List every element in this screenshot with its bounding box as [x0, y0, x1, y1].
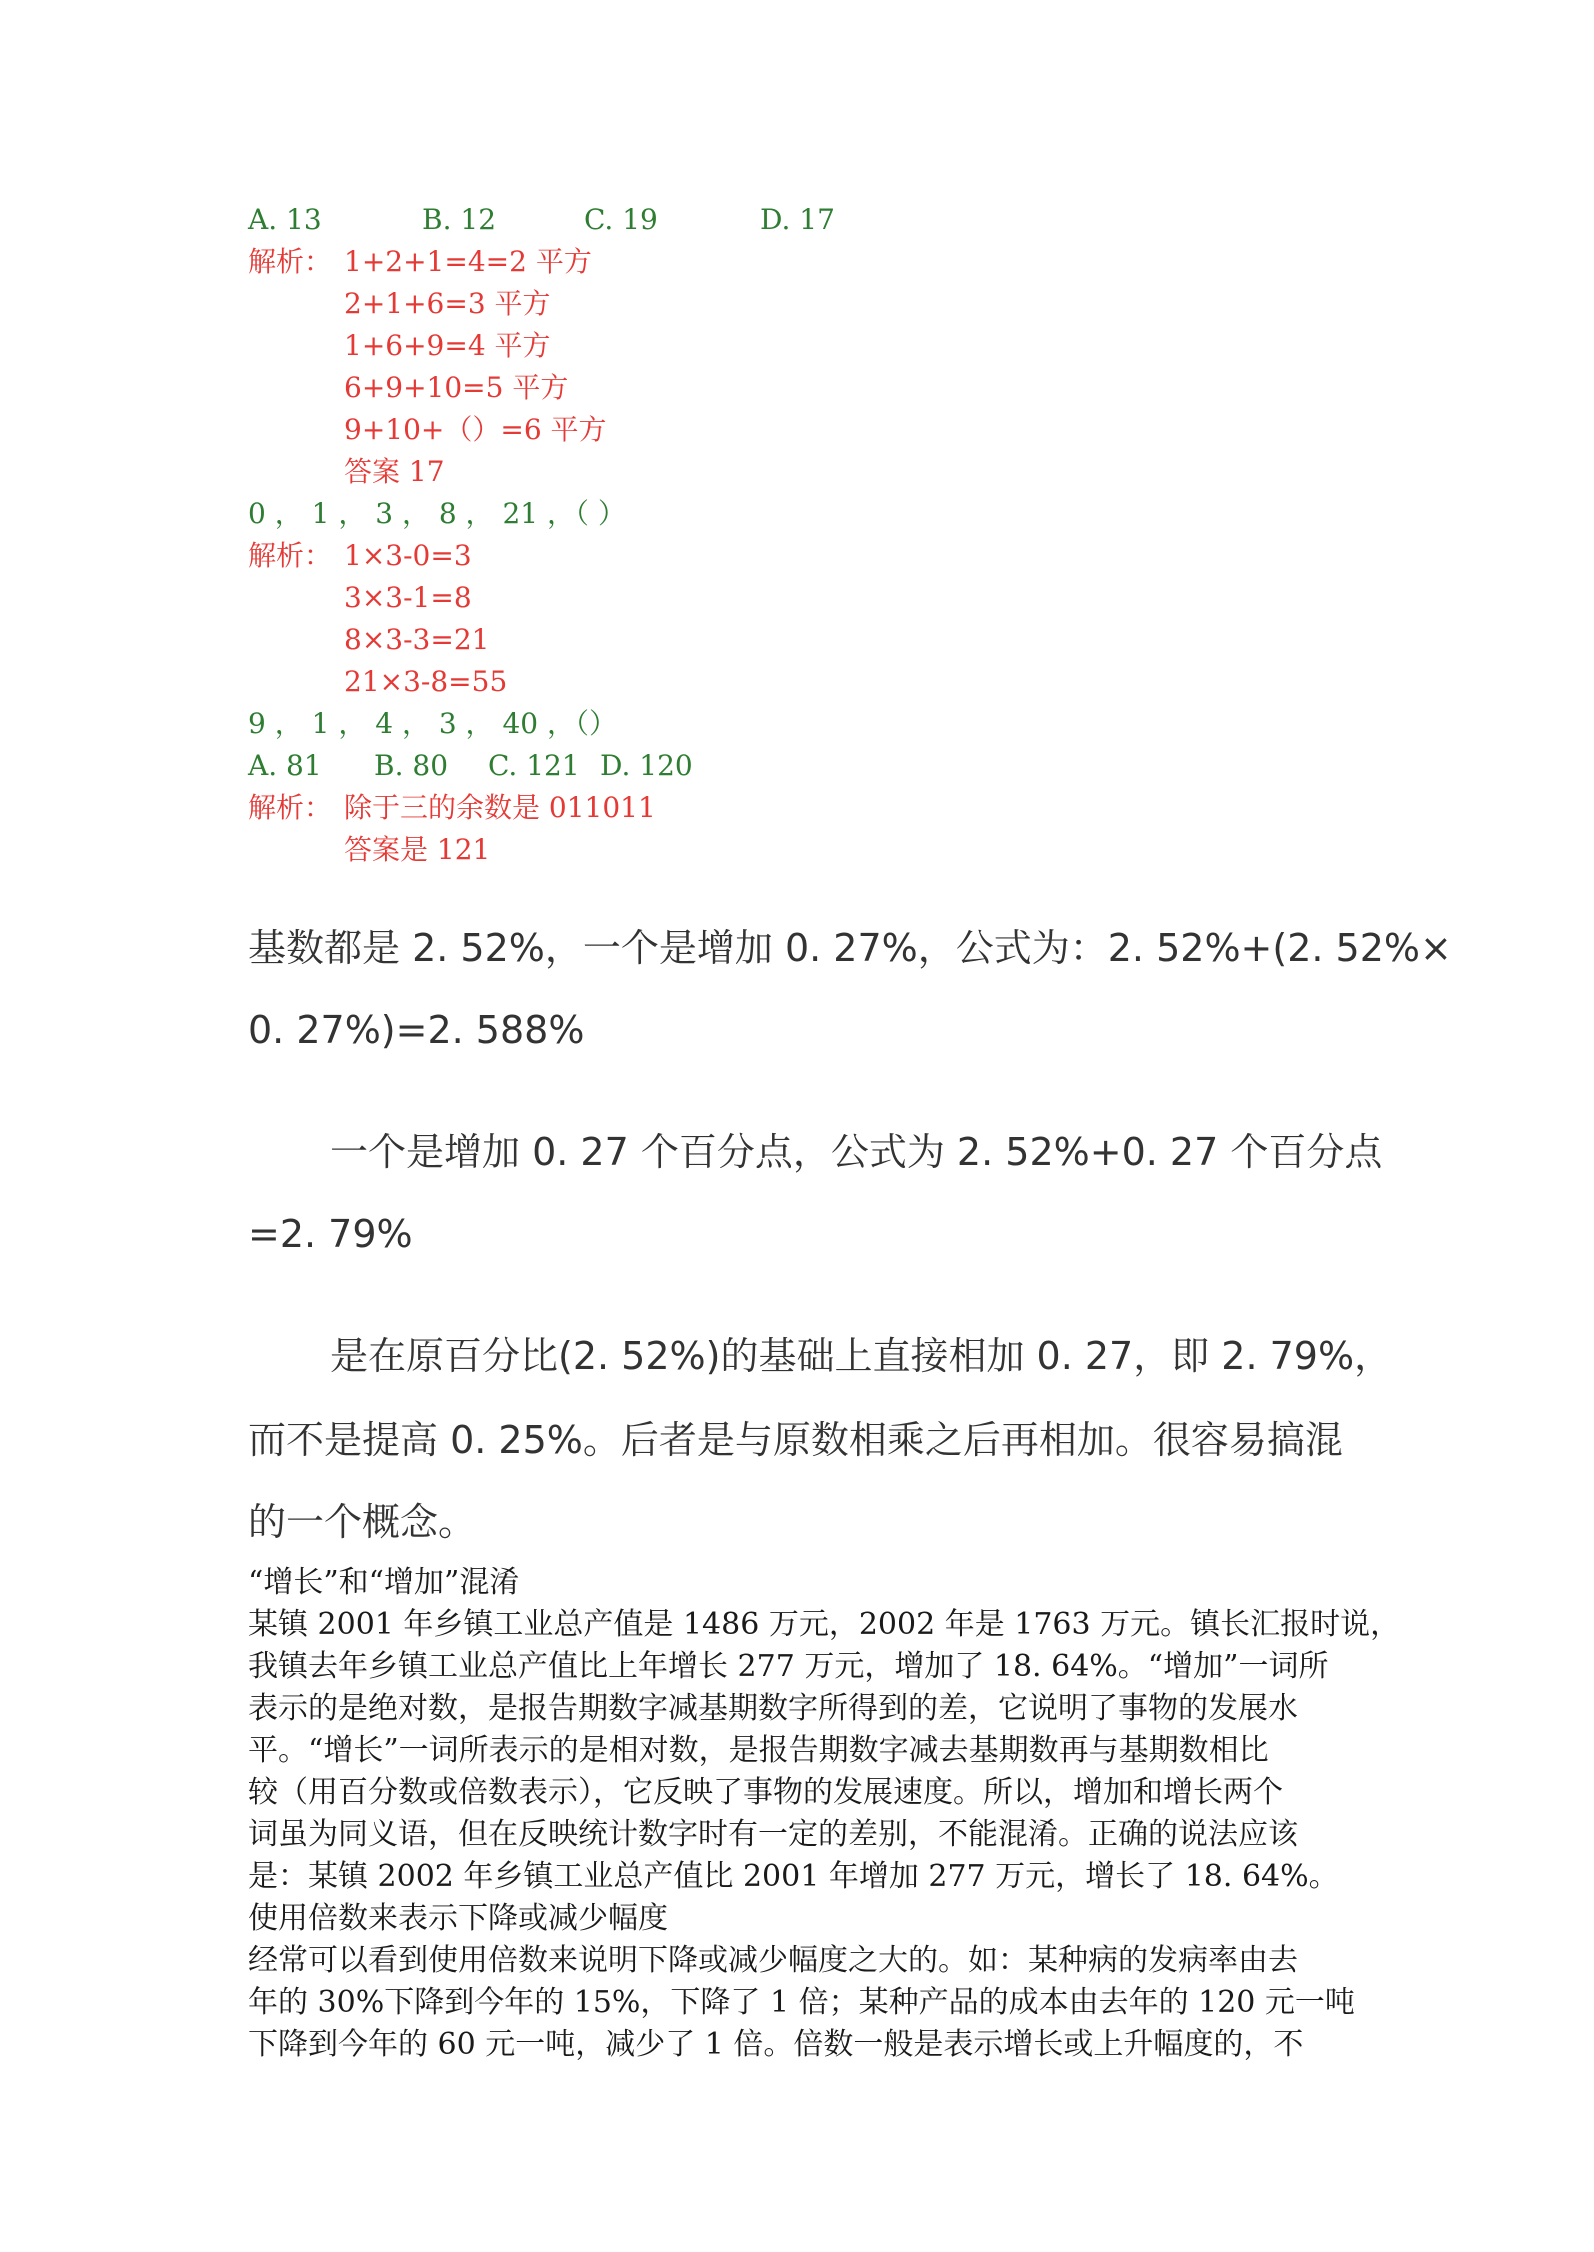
q1-option-d: D. 17: [760, 203, 835, 236]
q1-option-c: C. 19: [584, 203, 658, 236]
q3-sequence: 9 ， 1 ， 4 ， 3 ， 40 ，（）: [248, 707, 617, 740]
q3-option-a: A. 81: [248, 749, 322, 782]
q3-option-c: C. 121: [488, 749, 580, 782]
section-body-line: 平。“增长”一词所表示的是相对数，是报告期数字减去基期数再与基期数相比: [248, 1733, 1269, 1768]
section-body-line: 年的 30%下降到今年的 15%，下降了 1 倍；某种产品的成本由去年的 120 元一吨: [248, 1985, 1355, 2020]
large-paragraph-line: 基数都是 2. 52%，一个是增加 0. 27%，公式为：2. 52%+(2. 52%×: [248, 926, 1452, 970]
q1-option-b: B. 12: [422, 203, 497, 236]
q1-option-a: A. 13: [248, 203, 322, 236]
q3-analysis-line: 除于三的余数是 011011: [344, 791, 656, 824]
section-body-line: 某镇 2001 年乡镇工业总产值是 1486 万元，2002 年是 1763 万元。镇长汇报时说，: [248, 1607, 1401, 1642]
large-paragraph-line: 而不是提高 0. 25%。后者是与原数相乘之后再相加。很容易搞混: [248, 1418, 1343, 1462]
large-paragraph-line: 是在原百分比(2. 52%)的基础上直接相加 0. 27，即 2. 79%，: [330, 1334, 1393, 1378]
q2-analysis-line: 8×3-3=21: [344, 623, 490, 656]
large-paragraph-line: =2. 79%: [248, 1212, 413, 1256]
q1-answer: 答案 17: [344, 455, 445, 488]
large-paragraph-line: 的一个概念。: [248, 1500, 477, 1544]
q2-sequence: 0 ， 1 ， 3 ， 8 ， 21 ，（ ）: [248, 497, 626, 530]
section-body-line: 经常可以看到使用倍数来说明下降或减少幅度之大的。如：某种病的发病率由去: [248, 1943, 1298, 1978]
q1-analysis-line: 2+1+6=3 平方: [344, 287, 551, 320]
q1-analysis-line: 1+2+1=4=2 平方: [344, 245, 592, 278]
q2-analysis-line: 1×3-0=3: [344, 539, 472, 572]
section-heading: “增长”和“增加”混淆: [248, 1565, 520, 1600]
q1-analysis-line: 6+9+10=5 平方: [344, 371, 569, 404]
section-body-line: 下降到今年的 60 元一吨，减少了 1 倍。倍数一般是表示增长或上升幅度的，不: [248, 2027, 1304, 2062]
q3-analysis-label: 解析：: [248, 791, 333, 824]
q1-analysis-line: 9+10+（）=6 平方: [344, 413, 607, 446]
q3-answer: 答案是 121: [344, 833, 491, 866]
q1-analysis-label: 解析：: [248, 245, 333, 278]
section-body-line: 我镇去年乡镇工业总产值比上年增长 277 万元，增加了 18. 64%。“增加”一词所: [248, 1649, 1329, 1684]
q2-analysis-label: 解析：: [248, 539, 333, 572]
large-paragraph-line: 0. 27%)=2. 588%: [248, 1008, 585, 1052]
section-body-line: 是：某镇 2002 年乡镇工业总产值比 2001 年增加 277 万元，增长了 18. 64%。: [248, 1859, 1339, 1894]
section-heading: 使用倍数来表示下降或减少幅度: [248, 1901, 668, 1936]
q1-analysis-line: 1+6+9=4 平方: [344, 329, 551, 362]
section-body-line: 表示的是绝对数，是报告期数字减基期数字所得到的差，它说明了事物的发展水: [248, 1691, 1298, 1726]
q3-option-b: B. 80: [374, 749, 449, 782]
q2-analysis-line: 21×3-8=55: [344, 665, 508, 698]
q2-analysis-line: 3×3-1=8: [344, 581, 472, 614]
q3-option-d: D. 120: [600, 749, 693, 782]
large-paragraph-line: 一个是增加 0. 27 个百分点，公式为 2. 52%+0. 27 个百分点: [330, 1130, 1383, 1174]
section-body-line: 词虽为同义语，但在反映统计数字时有一定的差别，不能混淆。正确的说法应该: [248, 1817, 1298, 1852]
section-body-line: 较（用百分数或倍数表示），它反映了事物的发展速度。所以，增加和增长两个: [248, 1775, 1283, 1810]
